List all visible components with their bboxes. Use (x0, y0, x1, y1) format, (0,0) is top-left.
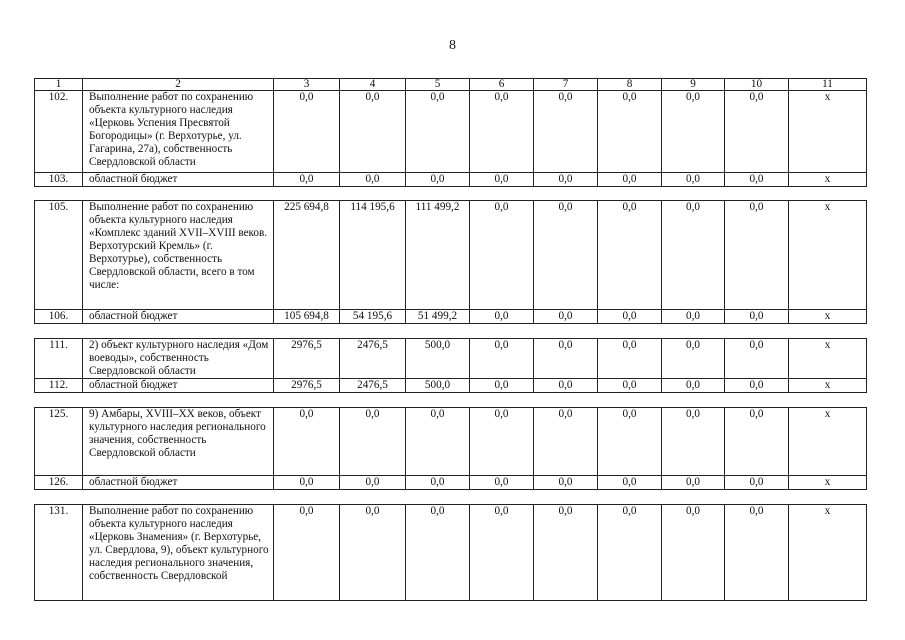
value-cell: 2976,5 (274, 339, 340, 379)
value-cell: 0,0 (274, 408, 340, 476)
value-cell: 114 195,6 (340, 201, 406, 310)
column-header: 2 (83, 79, 274, 91)
value-cell: 0,0 (662, 408, 725, 476)
value-cell: 2476,5 (340, 339, 406, 379)
budget-table-block-3 (34, 338, 867, 393)
value-cell: 0,0 (725, 201, 789, 310)
table-row (35, 408, 867, 476)
value-cell: 0,0 (662, 379, 725, 393)
value-cell: 0,0 (725, 505, 789, 601)
column-header: 8 (598, 79, 662, 91)
value-cell: 0,0 (662, 310, 725, 324)
value-cell: 2976,5 (274, 379, 340, 393)
value-cell: 0,0 (340, 173, 406, 187)
value-cell: 0,0 (725, 173, 789, 187)
table-row (35, 310, 867, 324)
row-description: Выполнение работ по сохранению объекта культурного наследия «Комплекс зданий XVII–XVIII веков. Верхотурский Кремль» (г. Верхотурье), собственность Свердловской области, всего в том числе: (83, 201, 274, 310)
row-description: Выполнение работ по сохранению объекта культурного наследия «Церковь Знамения» (г. Верхотурье, ул. Свердлова, 9), объект культурного наследия регионального значения, собственность Свердловской (83, 505, 274, 601)
budget-table-block-2 (34, 200, 867, 324)
mark-cell: х (789, 339, 867, 379)
value-cell: 0,0 (598, 310, 662, 324)
column-header: 11 (789, 79, 867, 91)
value-cell: 0,0 (470, 91, 534, 173)
table-row (35, 476, 867, 490)
value-cell: 0,0 (598, 201, 662, 310)
value-cell: 0,0 (470, 408, 534, 476)
mark-cell: х (789, 201, 867, 310)
column-header-row (35, 79, 867, 91)
value-cell: 0,0 (406, 173, 470, 187)
value-cell: 500,0 (406, 379, 470, 393)
mark-cell: х (789, 379, 867, 393)
mark-cell: х (789, 173, 867, 187)
value-cell: 0,0 (470, 310, 534, 324)
row-number: 105. (35, 201, 83, 310)
row-number: 102. (35, 91, 83, 173)
table-row (35, 379, 867, 393)
column-header: 9 (662, 79, 725, 91)
value-cell: 500,0 (406, 339, 470, 379)
column-header: 7 (534, 79, 598, 91)
value-cell: 0,0 (598, 91, 662, 173)
value-cell: 0,0 (534, 379, 598, 393)
value-cell: 0,0 (534, 91, 598, 173)
value-cell: 0,0 (534, 505, 598, 601)
value-cell: 0,0 (662, 339, 725, 379)
table-row (35, 505, 867, 601)
value-cell: 0,0 (662, 91, 725, 173)
column-header: 10 (725, 79, 789, 91)
value-cell: 111 499,2 (406, 201, 470, 310)
value-cell: 0,0 (274, 91, 340, 173)
row-number: 106. (35, 310, 83, 324)
value-cell: 0,0 (725, 379, 789, 393)
value-cell: 0,0 (725, 339, 789, 379)
row-number: 125. (35, 408, 83, 476)
value-cell: 0,0 (406, 476, 470, 490)
value-cell: 0,0 (662, 173, 725, 187)
value-cell: 0,0 (470, 476, 534, 490)
mark-cell: х (789, 91, 867, 173)
column-header: 6 (470, 79, 534, 91)
value-cell: 0,0 (470, 201, 534, 310)
value-cell: 0,0 (598, 379, 662, 393)
value-cell: 0,0 (274, 476, 340, 490)
value-cell: 0,0 (598, 408, 662, 476)
value-cell: 0,0 (598, 173, 662, 187)
table-row (35, 91, 867, 173)
row-description: 2) объект культурного наследия «Дом воеводы», собственность Свердловской области (83, 339, 274, 379)
row-number: 112. (35, 379, 83, 393)
value-cell: 0,0 (470, 505, 534, 601)
value-cell: 0,0 (725, 408, 789, 476)
value-cell: 0,0 (534, 173, 598, 187)
value-cell: 0,0 (470, 379, 534, 393)
value-cell: 0,0 (534, 339, 598, 379)
value-cell: 0,0 (340, 505, 406, 601)
row-description: областной бюджет (83, 379, 274, 393)
row-number: 103. (35, 173, 83, 187)
page-number: 8 (449, 38, 456, 53)
column-header: 1 (35, 79, 83, 91)
mark-cell: х (789, 505, 867, 601)
value-cell: 2476,5 (340, 379, 406, 393)
value-cell: 0,0 (274, 505, 340, 601)
value-cell: 0,0 (725, 91, 789, 173)
row-description: областной бюджет (83, 310, 274, 324)
row-number: 131. (35, 505, 83, 601)
value-cell: 225 694,8 (274, 201, 340, 310)
column-header: 3 (274, 79, 340, 91)
value-cell: 0,0 (598, 505, 662, 601)
value-cell: 0,0 (274, 173, 340, 187)
value-cell: 51 499,2 (406, 310, 470, 324)
mark-cell: х (789, 408, 867, 476)
row-description: 9) Амбары, XVIII–XX веков, объект культурного наследия регионального значения, собственность Свердловской области (83, 408, 274, 476)
value-cell: 0,0 (662, 505, 725, 601)
table-row (35, 201, 867, 310)
table-row (35, 339, 867, 379)
value-cell: 0,0 (725, 476, 789, 490)
value-cell: 0,0 (470, 173, 534, 187)
column-header: 5 (406, 79, 470, 91)
value-cell: 0,0 (534, 408, 598, 476)
row-number: 111. (35, 339, 83, 379)
value-cell: 0,0 (598, 339, 662, 379)
value-cell: 0,0 (662, 201, 725, 310)
mark-cell: х (789, 476, 867, 490)
budget-table-block-5 (34, 504, 867, 601)
row-description: Выполнение работ по сохранению объекта культурного наследия «Церковь Успения Пресвятой Богородицы» (г. Верхотурье, ул. Гагарина, 27а), собственность Свердловской области (83, 91, 274, 173)
value-cell: 0,0 (406, 91, 470, 173)
value-cell: 0,0 (534, 310, 598, 324)
value-cell: 0,0 (534, 201, 598, 310)
value-cell: 0,0 (470, 339, 534, 379)
row-description: областной бюджет (83, 476, 274, 490)
column-header: 4 (340, 79, 406, 91)
value-cell: 0,0 (598, 476, 662, 490)
value-cell: 0,0 (340, 91, 406, 173)
value-cell: 0,0 (534, 476, 598, 490)
value-cell: 0,0 (725, 310, 789, 324)
value-cell: 0,0 (406, 408, 470, 476)
value-cell: 0,0 (340, 476, 406, 490)
budget-table-block-1 (34, 78, 867, 187)
mark-cell: х (789, 310, 867, 324)
row-description: областной бюджет (83, 173, 274, 187)
value-cell: 0,0 (406, 505, 470, 601)
value-cell: 0,0 (340, 408, 406, 476)
value-cell: 54 195,6 (340, 310, 406, 324)
row-number: 126. (35, 476, 83, 490)
value-cell: 0,0 (662, 476, 725, 490)
value-cell: 105 694,8 (274, 310, 340, 324)
table-row (35, 173, 867, 187)
budget-table-block-4 (34, 407, 867, 490)
